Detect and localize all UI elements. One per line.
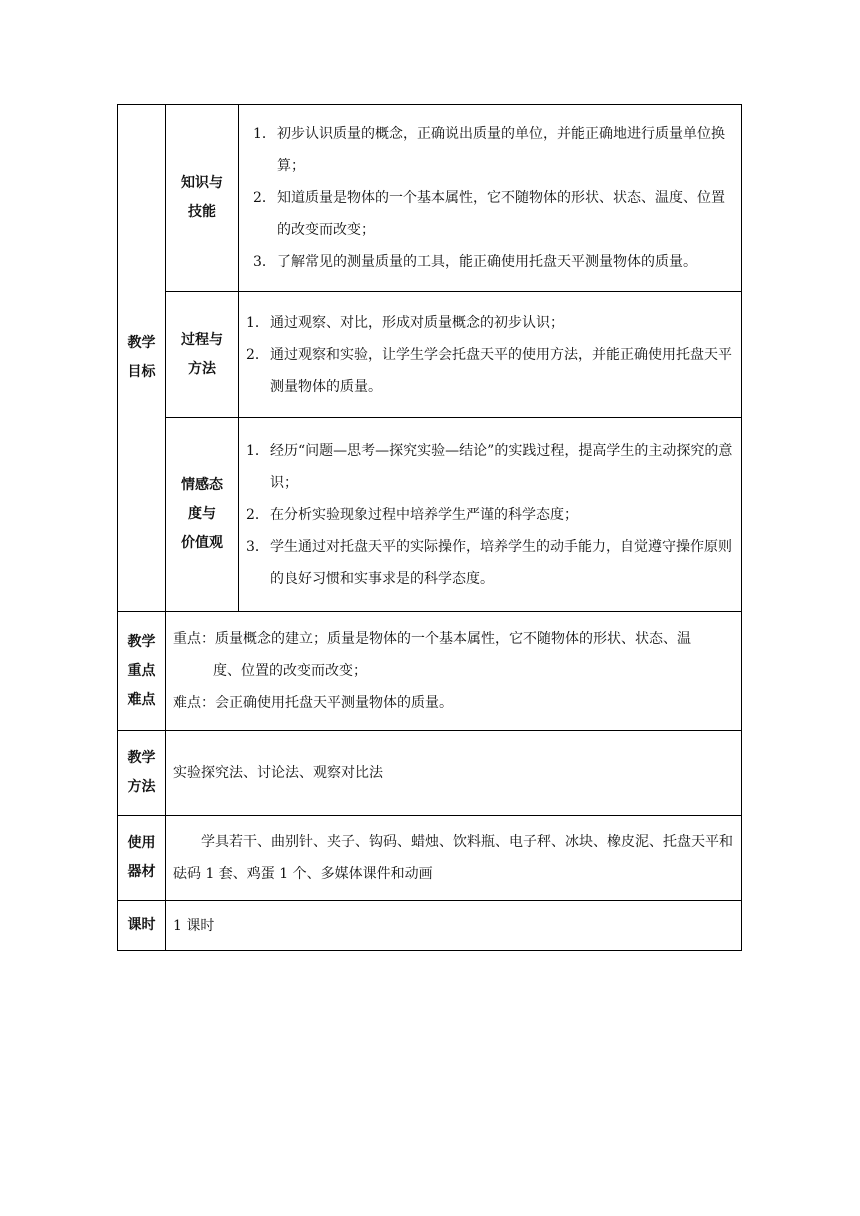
difficulty-line: 难点：会正确使用托盘天平测量物体的质量。 (173, 695, 453, 711)
focus-line: 重点：质量概念的建立；质量是物体的一个基本属性，它不随物体的形状、状态、温 (173, 631, 691, 647)
materials-header: 使用 器材 (118, 816, 166, 901)
list-item: 2． 知道质量是物体的一个基本属性，它不随物体的形状、状态、温度、位置的改变而改变； (253, 190, 725, 238)
methods-content: 实验探究法、讨论法、观察对比法 (166, 731, 742, 816)
list-item: 1． 经历“问题—思考—探究实验—结论”的实践过程，提高学生的主动探究的意识； (246, 442, 733, 491)
objectives-row-process (118, 292, 742, 418)
materials-content: 学具若干、曲别针、夹子、钩码、蜡烛、饮料瓶、电子秤、冰块、橡皮泥、托盘天平和砝码 1 套、鸡蛋 1 个、多媒体课件和动画 (166, 816, 742, 901)
values-label: 情感态 度与 价值观 (166, 418, 239, 612)
hours-row (118, 901, 742, 951)
list-item: 3． 了解常见的测量质量的工具，能正确使用托盘天平测量物体的质量。 (253, 254, 697, 270)
hours-content: 1 课时 (166, 901, 742, 951)
list-item: 3． 学生通过对托盘天平的实际操作，培养学生的动手能力，自觉遵守操作原则的良好习惯和实事求是的科学态度。 (246, 538, 732, 587)
key-points-row (118, 612, 742, 731)
list-item: 2． 通过观察和实验，让学生学会托盘天平的使用方法，并能正确使用托盘天平测量物体的质量。 (246, 346, 732, 395)
list-item: 2． 在分析实验现象过程中培养学生严谨的科学态度； (246, 506, 578, 523)
list-item: 1． 初步认识质量的概念，正确说出质量的单位，并能正确地进行质量单位换算； (253, 126, 725, 174)
objectives-header: 教学 目标 (118, 105, 166, 612)
focus-line-continued: 度、位置的改变而改变； (213, 663, 367, 679)
methods-row (118, 731, 742, 816)
values-content (239, 418, 742, 612)
process-method-label: 过程与 方法 (166, 292, 239, 418)
objectives-row-values (118, 418, 742, 612)
knowledge-skills-content (239, 105, 742, 292)
key-points-header: 教学 重点 难点 (118, 612, 166, 731)
hours-header: 课时 (118, 901, 166, 951)
knowledge-skills-label: 知识与 技能 (166, 105, 239, 292)
list-item: 1． 通过观察、对比，形成对质量概念的初步认识； (246, 314, 564, 331)
process-method-content (239, 292, 742, 418)
lesson-plan-table (117, 104, 742, 951)
materials-row (118, 816, 742, 901)
objectives-row-knowledge (118, 105, 742, 292)
methods-header: 教学 方法 (118, 731, 166, 816)
key-points-content (166, 612, 742, 731)
